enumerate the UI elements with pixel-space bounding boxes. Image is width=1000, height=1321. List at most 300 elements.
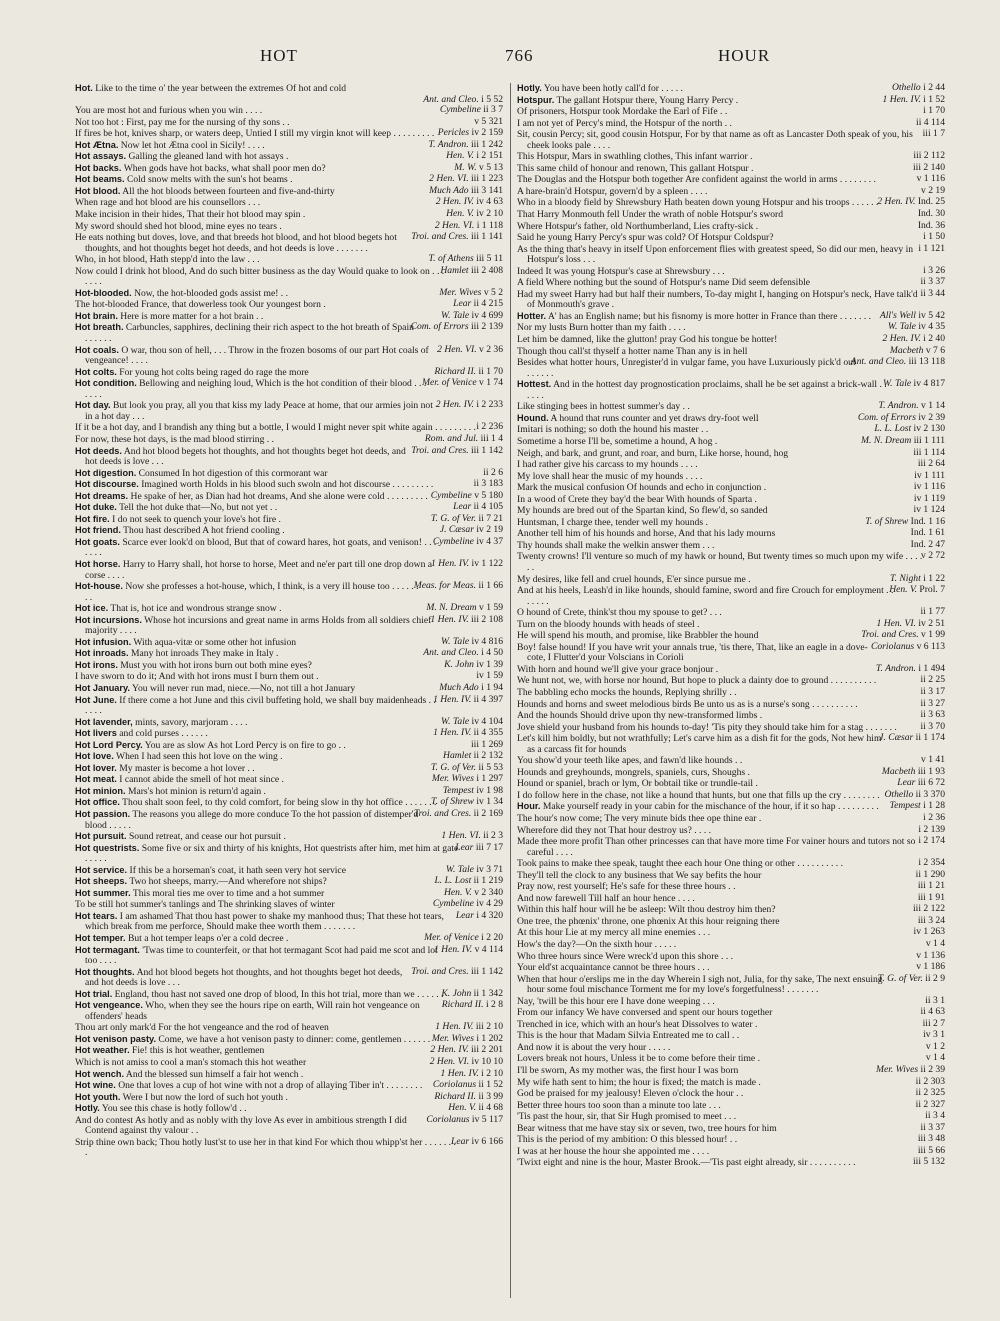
entry-reference <box>925 1040 945 1053</box>
entry-keyword: Hot beams. <box>75 174 125 185</box>
entry-act-scene-line: i 1 118 <box>476 219 503 231</box>
entry-play: All's Well <box>879 309 916 321</box>
entry-reference <box>451 1135 503 1148</box>
entry-act-scene-line: iv 4 29 <box>476 898 503 910</box>
entry-play: Troi. and Cres. <box>861 629 919 641</box>
entry-act-scene-line: i 1 202 <box>476 1032 503 1044</box>
entry-act-scene-line: v 1 136 <box>916 949 945 961</box>
entry-play: L. L. Lost <box>874 423 912 435</box>
entry-keyword: Hot venison pasty. <box>75 1033 156 1044</box>
entry-act-scene-line: ii 7 21 <box>478 512 503 524</box>
concordance-entry <box>517 1100 945 1112</box>
entry-play: Coriolanus <box>426 1113 470 1125</box>
entry-keyword: Hour. <box>517 801 541 812</box>
entry-play: Lear <box>455 909 474 921</box>
concordance-entry <box>517 448 945 460</box>
entry-keyword: Hotspur. <box>517 94 555 105</box>
entry-play: W. Tale <box>441 635 470 647</box>
entry-act-scene-line: iv 6 166 <box>471 1135 503 1147</box>
concordance-entry <box>75 514 503 526</box>
entry-act-scene-line: ii 1 70 <box>478 365 503 377</box>
entry-keyword: Hot condition. <box>75 378 137 389</box>
concordance-entry <box>75 140 503 152</box>
entry-act-scene-line: iii 2 201 <box>471 1044 503 1056</box>
entry-play: Lear <box>453 298 472 310</box>
entry-keyword: Hot horse. <box>75 558 121 569</box>
entry-quote: This same child of honour and renown, This gallant Hotspur . <box>517 162 754 174</box>
entry-act-scene-line: i 1 70 <box>923 105 945 117</box>
entry-play: T. of Shrew <box>431 796 474 808</box>
entry-keyword: Hot weather. <box>75 1045 130 1056</box>
entry-act-scene-line: ii 3 17 <box>920 685 945 697</box>
entry-play: J. Cæsar <box>879 732 914 744</box>
entry-act-scene-line: v 7 6 <box>925 344 945 356</box>
entry-reference <box>431 773 503 785</box>
entry-quote: Pray now, rest yourself; He's safe for these three hours . . <box>517 881 736 893</box>
entry-keyword: Hot summer. <box>75 887 131 898</box>
entry-quote: Make incision in their hides, That their hot blood may spin . <box>75 209 306 221</box>
entry-act-scene-line: i 2 44 <box>923 83 945 93</box>
entry-act-scene-line: iii 1 141 <box>471 231 503 243</box>
entry-play: Mer. Wives <box>875 1064 919 1076</box>
entry-quote: Carbuncles, sapphires, declining their rich aspect to the hot breath of Spain . . . . . . <box>85 322 414 345</box>
entry-act-scene-line: ii 1 66 <box>478 580 503 592</box>
entry-keyword: Hot January. <box>75 682 130 693</box>
entry-quote: Were I but now the lord of such hot youth . <box>122 1091 288 1103</box>
entry-reference <box>920 1121 945 1134</box>
entry-quote: and cold purses . . . . . . <box>119 728 208 740</box>
concordance-entry <box>75 95 503 106</box>
entry-play: Tempest <box>889 800 921 812</box>
entry-reference <box>476 421 503 433</box>
entry-quote: One tree, the phœnix' throne, one phœnix At this hour reigning there <box>517 915 780 927</box>
entry-play: Mer. Wives <box>431 1032 474 1044</box>
entry-reference <box>446 208 503 220</box>
entry-reference <box>916 116 945 129</box>
entry-quote: You show'd your teeth like apes, and fawn'd like hounds . . <box>517 755 743 767</box>
entry-quote: One that loves a cup of hot wine with not a drop of allaying Tiber in't . . . . . . . . <box>118 1080 423 1092</box>
entry-act-scene-line: i 3 26 <box>923 264 945 276</box>
entry-reference <box>887 321 945 333</box>
entry-act-scene-line: ii 3 1 <box>925 994 945 1006</box>
entry-keyword: Hot fire. <box>75 513 110 524</box>
entry-play: Othello <box>891 83 921 93</box>
entry-act-scene-line: iv 5 117 <box>471 1113 503 1125</box>
entry-quote: Fie! this is hot weather, gentlemen <box>132 1045 265 1057</box>
entry-play: T. Night <box>889 572 921 584</box>
entry-act-scene-line: ii 2 325 <box>915 1087 945 1099</box>
entry-act-scene-line: i 2 236 <box>476 421 503 433</box>
entry-act-scene-line: i 2 40 <box>923 333 945 345</box>
entry-reference <box>922 128 945 140</box>
concordance-entry <box>517 778 945 790</box>
entry-reference <box>440 1067 503 1080</box>
entry-play: Cymbeline <box>432 898 474 910</box>
concordance-entry <box>517 664 945 676</box>
entry-act-scene-line: v 5 13 <box>479 161 503 173</box>
entry-play: M. N. Dream <box>426 602 477 614</box>
entry-play: Hen. V. <box>446 150 474 162</box>
concordance-entry <box>517 83 945 95</box>
entry-quote: Tell the hot duke that—No, but not yet . . <box>119 502 278 514</box>
entry-reference <box>430 761 503 774</box>
entry-act-scene-line: v 1 41 <box>921 754 945 766</box>
entry-act-scene-line: i 1 22 <box>923 572 945 584</box>
concordance-entry <box>517 687 945 699</box>
entry-quote: Here is more matter for a hot brain . . <box>120 310 264 322</box>
entry-reference <box>429 1056 503 1068</box>
entry-keyword: Hot incursions. <box>75 614 142 625</box>
concordance-entry <box>75 989 503 1001</box>
entry-keyword: Hot brain. <box>75 310 118 321</box>
entry-keyword: Hot minion. <box>75 785 126 796</box>
entry-act-scene-line: iv 4 35 <box>918 321 945 333</box>
entry-keyword: Hot lover. <box>75 762 117 773</box>
entry-act-scene-line: iii 7 17 <box>475 841 503 853</box>
entry-keyword: Hot blood. <box>75 185 121 196</box>
entry-quote: Boy! false hound! If you have writ your annals true, 'tis there, That, like an eagle in a dove-cote, I Flutter'd your Volscians in Corioli <box>517 641 868 664</box>
entry-quote: O hound of Crete, think'st thou my spouse to get? . . . <box>517 607 722 619</box>
entry-quote: We hunt not, we, with horse nor hound, But hope to pluck a dainty doe to ground . . . . . . . . . . <box>517 675 877 687</box>
entry-quote: To be still hot summer's tanlings and The shrinking slaves of winter <box>75 899 335 911</box>
entry-reference <box>883 378 945 390</box>
entry-quote: Twenty crowns! I'll venture so much of my hawk or hound, But twenty times so much upon my wife . . . . . . <box>517 551 923 573</box>
entry-quote: Lovers break not hours, Unless it be to come before their time . <box>517 1053 760 1065</box>
concordance-entry <box>75 446 503 468</box>
entry-reference <box>889 584 945 596</box>
entry-quote: How's the day?—On the sixth hour . . . . . <box>517 939 677 951</box>
entry-quote: Not too hot : First, pay me for the nursing of thy sons . . <box>75 116 290 128</box>
entry-act-scene-line: ii 2 169 <box>473 808 503 819</box>
entry-reference <box>913 481 945 493</box>
entry-quote: Who, in hot blood, Hath stepp'd into the law . . . <box>75 254 260 266</box>
entry-act-scene-line: Ind. 36 <box>917 219 945 231</box>
concordance-entry <box>517 974 945 996</box>
entry-quote: But a hot temper leaps o'er a cold decree . <box>127 933 289 945</box>
entry-play: T. Andron. <box>875 662 916 674</box>
entry-reference <box>428 138 503 151</box>
entry-quote: 'Twixt eight and nine is the hour, Master Brook.—'Tis past eight already, sir . . . . . . . . . . <box>517 1157 856 1169</box>
entry-keyword: Hotter. <box>517 310 547 321</box>
entry-quote: Hound or spaniel, brach or lym, Or bobtail tike or trundle-tail . <box>517 778 758 790</box>
entry-reference <box>915 1098 945 1111</box>
entry-act-scene-line: v 5 321 <box>474 115 503 127</box>
entry-play: 1 Hen. IV. <box>433 727 472 739</box>
entry-reference <box>474 115 503 128</box>
entry-play: Rom. and Jul. <box>424 432 479 444</box>
entry-play: 2 Hen. VI. <box>434 219 475 231</box>
entry-quote: Had my sweet Harry had but half their numbers, To-day might I, hanging on Hotspur's neck, Have talk'd of Monmouth's grave . <box>517 288 918 311</box>
concordance-entry <box>517 675 945 687</box>
concordance-entry <box>75 1092 503 1104</box>
entry-reference <box>925 938 945 950</box>
entry-reference <box>455 841 503 854</box>
entry-reference <box>434 875 503 887</box>
entry-quote: The gallant Hotspur there, Young Harry Percy . <box>556 94 739 106</box>
entry-quote: I do follow here in the chase, not like a hound that hunts, but one that fills up the cry . . . . . . . . <box>517 789 880 801</box>
entry-keyword: Hotly. <box>517 83 542 93</box>
entry-keyword: Hot ice. <box>75 603 109 614</box>
entry-play: 2 Hen. VI. <box>437 343 477 355</box>
entry-reference <box>411 965 503 978</box>
entry-quote: Strip thine own back; Thou hotly lust'st to use her in that kind For which thou whipp'st her . . . . . . . . <box>75 1136 456 1159</box>
entry-reference <box>440 264 503 277</box>
concordance-entry <box>517 334 945 346</box>
entry-keyword: Hot pursuit. <box>75 831 127 842</box>
entry-act-scene-line: iv 2 51 <box>918 617 945 629</box>
entry-reference <box>875 662 945 675</box>
entry-quote: O war, thou son of hell, . . . Throw in the frozen bosoms of our part Hot coals of vengeance! . . . . <box>85 344 429 367</box>
entry-quote: He will spend his mouth, and promise, like Brabbler the hound <box>517 630 759 642</box>
concordance-entry <box>517 1019 945 1031</box>
entry-keyword: Hot office. <box>75 797 120 808</box>
entry-act-scene-line: Ind. 1 16 <box>910 515 945 527</box>
entry-act-scene-line: iii 1 223 <box>471 173 503 185</box>
concordance-entry <box>75 322 503 344</box>
concordance-entry <box>75 843 503 865</box>
entry-quote: Thy hounds shall make the welkin answer them . . . <box>517 539 715 551</box>
entry-act-scene-line: v 1 116 <box>916 173 945 185</box>
entry-quote: When rage and hot blood are his counsellors . . . <box>75 197 261 209</box>
entry-keyword: Hot June. <box>75 694 117 705</box>
entry-reference <box>429 173 503 185</box>
entry-keyword: Hot lavender, <box>75 716 133 727</box>
entry-act-scene-line: iv 1 124 <box>913 504 945 516</box>
entry-act-scene-line: v 2 36 <box>479 343 503 355</box>
concordance-entry <box>517 95 945 107</box>
entry-quote: From our infancy We have conversed and spent our hours together <box>517 1007 773 1019</box>
entry-play: 1 Hen. IV. <box>433 693 472 705</box>
entry-act-scene-line: iii 1 242 <box>471 138 503 150</box>
entry-quote: Turn on the bloody hounds with heads of steel . <box>517 618 700 630</box>
entry-play: Hamlet <box>443 750 472 762</box>
concordance-entry <box>517 1030 945 1042</box>
entry-keyword: Hot dreams. <box>75 490 129 501</box>
entry-play: Richard II. <box>434 365 477 377</box>
concordance-entry <box>517 790 945 802</box>
concordance-entry <box>75 831 503 843</box>
entry-reference <box>878 400 945 412</box>
entry-play: Hen. V. <box>448 1102 477 1114</box>
entry-reference <box>913 161 945 174</box>
entry-play: W. Tale <box>883 378 912 390</box>
concordance-entry <box>75 151 503 163</box>
entry-play: Macbeth <box>881 765 916 777</box>
entry-quote: And do contest As hotly and as nobly with thy love As ever in ambitious strength I did Contend against thy valour . . <box>75 1114 407 1137</box>
entry-keyword: Hot discourse. <box>75 479 139 490</box>
entry-play: Troi. and Cres. <box>413 808 472 819</box>
concordance-entry <box>517 277 945 289</box>
entry-reference <box>917 208 945 220</box>
entry-play: Tempest <box>442 784 474 796</box>
entry-keyword: Hot meat. <box>75 774 117 785</box>
entry-quote: He spake of her, as Dian had hot dreams, And she alone were cold . . . . . . . . . <box>130 490 428 502</box>
entry-act-scene-line: i 1 50 <box>923 231 945 243</box>
concordance-entry <box>517 471 945 483</box>
entry-reference <box>439 104 503 116</box>
entry-reference <box>476 670 503 682</box>
entry-play: Coriolanus <box>870 640 915 652</box>
entry-act-scene-line: i 2 10 <box>481 1067 503 1079</box>
entry-reference <box>925 1052 945 1064</box>
entry-act-scene-line: iv 2 19 <box>476 524 503 536</box>
entry-play: 1 Hen. VI. <box>876 617 916 629</box>
entry-keyword: Hot thoughts. <box>75 966 135 977</box>
entry-act-scene-line: iii 1 91 <box>917 891 945 903</box>
entry-reference <box>917 880 945 892</box>
entry-play: Cymbeline <box>432 535 474 547</box>
entry-quote: Thou hast described A hot friend cooling . <box>123 525 285 537</box>
entry-act-scene-line: ii 2 39 <box>920 1064 945 1076</box>
entry-play: Macbeth <box>889 344 924 356</box>
entry-reference <box>441 830 503 842</box>
entry-quote: Imitari is nothing; so doth the hound his master . . <box>517 424 709 436</box>
entry-quote: Let's kill him boldly, but not wrathfully; Let's carve him as a dish fit for the gods, Not hew him as a carcass fit for hounds <box>517 733 882 755</box>
entry-play: Much Ado <box>429 184 469 196</box>
entry-quote: Took pains to make thee speak, taught thee each hour One thing or other . . . . . . . . . . <box>517 858 843 870</box>
entry-act-scene-line: ii 4 63 <box>920 1006 945 1018</box>
entry-act-scene-line: ii 2 132 <box>473 750 503 762</box>
entry-act-scene-line: iv 1 111 <box>914 469 945 481</box>
entry-quote: If it be a hot day, and I brandish any thing but a bottle, I would I might never spit white again . . . . . . . . . <box>75 422 476 434</box>
entry-act-scene-line: iii 2 122 <box>913 903 945 915</box>
entry-quote: Mark the musical confusion Of hounds and echo in conjunction . <box>517 482 767 494</box>
entry-quote: God be praised for my jealousy! Eleven o'clock the hour . . <box>517 1088 744 1100</box>
entry-act-scene-line: iii 13 118 <box>908 356 945 368</box>
entry-reference <box>444 658 503 671</box>
entry-act-scene-line: iii 1 114 <box>913 446 945 458</box>
concordance-entry <box>75 299 503 311</box>
entry-act-scene-line: iv 1 98 <box>476 784 503 796</box>
entry-reference <box>877 972 945 985</box>
entry-play: Troi. and Cres. <box>411 231 469 243</box>
entry-reference <box>914 469 945 482</box>
entry-act-scene-line: v 5 2 <box>483 286 503 298</box>
entry-quote: Now, the hot-blooded gods assist me! . . <box>134 287 288 299</box>
entry-act-scene-line: ii 1 290 <box>915 868 945 880</box>
entry-play: Hen. V. <box>446 208 474 220</box>
entry-play: K. John <box>441 987 472 999</box>
concordance-entry <box>517 1146 945 1158</box>
entry-play: Lear <box>897 777 916 789</box>
entry-act-scene-line: iii 2 140 <box>913 161 945 173</box>
entry-reference <box>437 127 503 139</box>
entry-quote: That is, hot ice and wondrous strange snow . <box>110 603 282 615</box>
entry-keyword: Hottest. <box>517 379 552 390</box>
concordance-entry <box>75 695 503 717</box>
entry-reference <box>428 253 503 265</box>
entry-play: 2 Hen. VI. <box>429 173 469 185</box>
entry-reference <box>435 399 503 411</box>
entry-reference <box>913 903 945 915</box>
entry-quote: Made thee more profit Than other princesses can that have more time For vainer hours and tutors not so careful . . . . <box>517 836 916 858</box>
entry-keyword: Hot temper. <box>75 933 126 944</box>
entry-act-scene-line: ii 1 77 <box>920 606 945 618</box>
left-column <box>75 83 503 1298</box>
entry-act-scene-line: ii 3 27 <box>920 697 945 709</box>
concordance-entry <box>75 911 503 933</box>
entry-quote: All the hot bloods between fourteen and five-and-thirty <box>122 185 335 197</box>
entry-play: Com. of Errors <box>410 321 469 333</box>
entry-quote: Which is not amiss to cool a man's stomach this hot weather <box>75 1057 307 1069</box>
entry-act-scene-line: ii 1 174 <box>915 732 945 744</box>
entry-reference <box>433 693 503 706</box>
entry-reference <box>921 184 945 197</box>
entry-quote: Indeed It was young Hotspur's case at Shrewsbury . . . <box>517 265 725 277</box>
entry-quote: Where Hotspur's father, old Northumberland, Lies crafty-sick . <box>517 220 759 232</box>
entry-quote: I have sworn to do it; And with hot irons must I burn them out . <box>75 671 319 683</box>
entry-play: Lear <box>453 501 472 513</box>
concordance-entry <box>517 482 945 494</box>
entry-reference <box>917 1133 945 1145</box>
entry-act-scene-line: v 1 4 <box>925 938 945 950</box>
entry-quote: You see this chase is hotly follow'd . . <box>101 1103 247 1115</box>
entry-act-scene-line: ii 3 370 <box>915 788 945 800</box>
entry-act-scene-line: i 2 20 <box>481 932 503 944</box>
entry-act-scene-line: ii 4 114 <box>916 116 945 128</box>
entry-act-scene-line: iv 4 37 <box>476 535 503 547</box>
entry-play: L. L. Lost <box>434 875 472 887</box>
entry-keyword: Hot assays. <box>75 151 127 162</box>
entry-reference <box>426 602 503 614</box>
entry-play: Ant. and Cleo. <box>850 356 907 368</box>
entry-act-scene-line: v 2 340 <box>474 886 503 898</box>
concordance-entry <box>75 728 503 740</box>
entry-reference <box>435 196 503 208</box>
entry-play: Com. of Errors <box>857 411 916 423</box>
entry-reference <box>453 298 503 310</box>
entry-reference <box>870 640 945 653</box>
entry-act-scene-line: v 2 19 <box>921 184 945 196</box>
entry-play: Hen. V. <box>444 886 472 898</box>
concordance-entry <box>517 1134 945 1146</box>
entry-act-scene-line: iv 1 263 <box>913 926 945 938</box>
concordance-entry <box>517 151 945 163</box>
concordance-entry <box>75 197 503 209</box>
entry-quote: The babbling echo mocks the hounds, Replying shrilly . . <box>517 686 737 698</box>
entry-quote: Let him be damned, like the glutton! pray God his tongue be hotter! <box>517 334 778 346</box>
entry-play: J. Cæsar <box>439 524 474 536</box>
entry-reference <box>433 943 503 956</box>
entry-act-scene-line: v 1 59 <box>479 602 503 614</box>
entry-quote: A hare-brain'd Hotspur, govern'd by a spleen . . . . <box>517 185 708 197</box>
entry-act-scene-line: ii 1 219 <box>473 875 503 887</box>
entry-act-scene-line: ii 3 99 <box>478 1090 503 1102</box>
entry-act-scene-line: iv 2 130 <box>913 423 945 435</box>
entry-quote: And hot blood begets hot thoughts, and hot thoughts beget hot deeds, and hot deeds is love . . . <box>85 445 406 468</box>
entry-reference <box>923 1029 945 1041</box>
entry-quote: Within this half hour will he be asleep: Wilt thou destroy him then? <box>517 904 776 916</box>
entry-play: 1 Hen. VI. <box>441 830 481 842</box>
entry-reference <box>444 886 503 899</box>
entry-reference <box>432 1079 503 1091</box>
entry-act-scene-line: iv 2 39 <box>918 411 945 423</box>
entry-reference <box>889 344 945 357</box>
entry-quote: Now could I drink hot blood, And do such bitter business as the day Would quake to look on . . . . . . . <box>75 265 445 288</box>
entry-reference <box>453 501 503 513</box>
header-right-word: HOUR <box>718 46 771 65</box>
entry-keyword: Hot irons. <box>75 659 118 670</box>
entry-quote: Said he young Harry Percy's spur was cold? Of Hotspur Coldspur? <box>517 232 774 244</box>
concordance-entry <box>517 311 945 323</box>
entry-quote: My hounds are bred out of the Spartan kind, So flew'd, so sanded <box>517 505 768 517</box>
entry-keyword: Hot service. <box>75 864 128 875</box>
entry-reference <box>433 727 503 739</box>
entry-act-scene-line: ii 3 37 <box>920 276 945 288</box>
entry-quote: Trenched in ice, which with an hour's heat Dissolves to water . <box>517 1018 758 1030</box>
entry-reference <box>923 231 945 243</box>
entry-quote: You are as slow As hot Lord Percy is on fire to go . . <box>144 739 346 751</box>
